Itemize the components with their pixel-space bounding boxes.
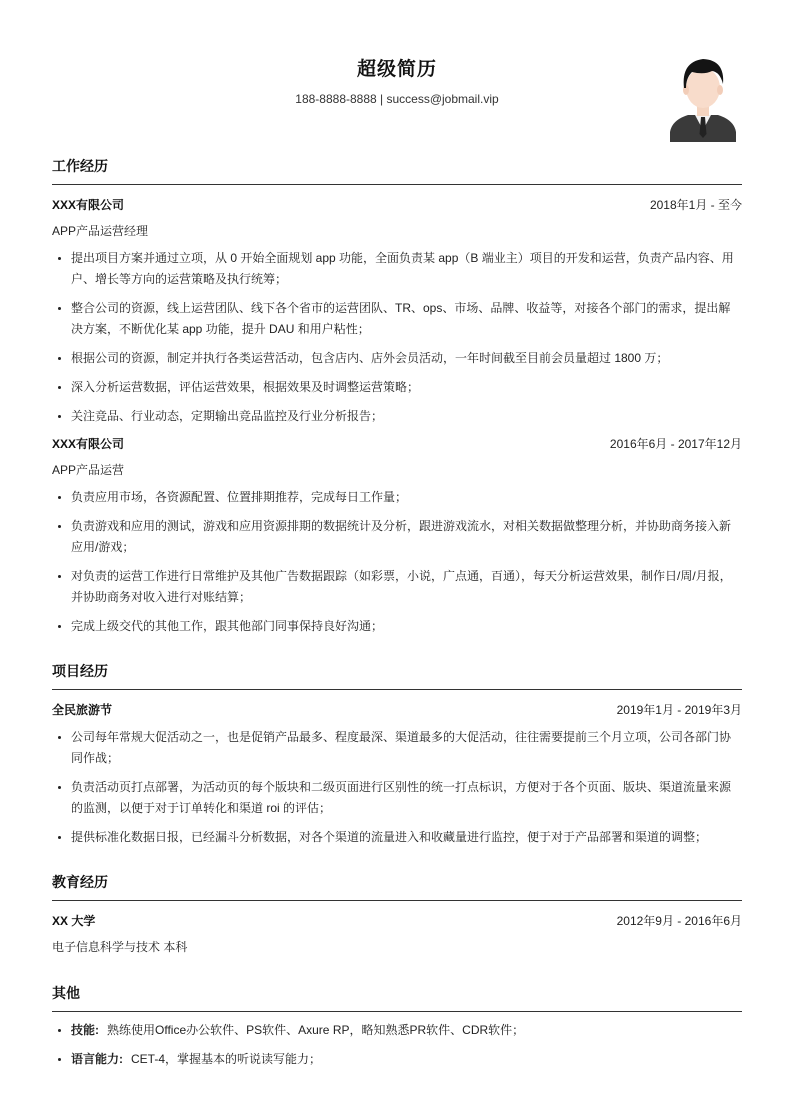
list-item: • 深入分析运营数据，评估运营效果，根据效果及时调整运营策略； <box>71 377 742 398</box>
skill-text: 熟练使用Office办公软件、PS软件、Axure RP，略知熟悉PR软件、CDR软件； <box>107 1023 525 1037</box>
date-range: 2019年1月 - 2019年3月 <box>616 703 742 717</box>
list-item: • 提出项目方案并通过立项，从 0 开始全面规划 app 功能，全面负责某 app（B 端业主）项目的开发和运营，负责产品内容、用户、增长等方向的运营策略及执行统筹； <box>71 248 742 290</box>
major-degree: 电子信息科学与技术 本科 <box>52 940 188 954</box>
company-name: XXX有限公司 <box>52 437 125 451</box>
list-item: • 整合公司的资源，线上运营团队、线下各个省市的运营团队、TR、ops、市场、品牌、收益等，对接各个部门的需求，提出解决方案，不断优化某 app 功能，提升 DAU 和用户粘性； <box>71 298 742 340</box>
project-section <box>52 661 742 848</box>
duty-list <box>52 727 742 848</box>
list-item: • 公司每年常规大促活动之一，也是促销产品最多、程度最深、渠道最多的大促活动，往往需要提前三个月立项，公司各部门协同作战； <box>71 727 742 769</box>
contact-info: 188-8888-8888 | success@jobmail.vip <box>295 92 499 106</box>
other-list <box>52 1020 742 1070</box>
company-name: XXX有限公司 <box>52 198 125 212</box>
list-item: • 对负责的运营工作进行日常维护及其他广告数据跟踪（如彩票，小说，广点通，百通），每天分析运营效果，制作日/周/月报，并协助商务对收入进行对账结算； <box>71 566 742 608</box>
skill-label: 技能: <box>71 1023 99 1037</box>
job-title: APP产品运营 <box>52 463 125 477</box>
list-item: • 提供标准化数据日报，已经漏斗分析数据，对各个渠道的流量进入和收藏量进行监控，便于对于产品部署和渠道的调整； <box>71 827 742 848</box>
project-entry <box>52 701 742 848</box>
candidate-name: 超级简历 <box>356 59 437 80</box>
job-title: APP产品运营经理 <box>52 224 149 238</box>
list-item: • 负责应用市场，各资源配置、位置排期推荐，完成每日工作量； <box>71 487 742 508</box>
work-entry <box>52 435 742 637</box>
list-item: • 关注竞品、行业动态，定期输出竞品监控及行业分析报告； <box>71 406 742 427</box>
list-item: • 负责游戏和应用的测试，游戏和应用资源排期的数据统计及分析，跟进游戏流水，对相关数据做整理分析，并协助商务接入新应用/游戏； <box>71 516 742 558</box>
duty-list <box>52 248 742 427</box>
other-section <box>52 983 742 1070</box>
list-item <box>71 1020 742 1041</box>
project-name: 全民旅游节 <box>52 703 113 717</box>
resume-header <box>52 0 742 110</box>
date-range: 2018年1月 - 至今 <box>649 198 742 212</box>
education-section-title: 教育经历 <box>52 872 742 901</box>
date-range: 2012年9月 - 2016年6月 <box>616 914 742 928</box>
list-item: • 完成上级交代的其他工作，跟其他部门同事保持良好沟通； <box>71 616 742 637</box>
education-section <box>52 872 742 955</box>
list-item <box>71 1049 742 1070</box>
list-item: • 负责活动页打点部署，为活动页的每个版块和二级页面进行区别性的统一打点标识，方便对于各个页面、版块、渠道流量来源的监测，以便于对于订单转化和渠道 roi 的评估； <box>71 777 742 819</box>
language-label: 语言能力: <box>71 1052 123 1066</box>
project-section-title: 项目经历 <box>52 661 742 690</box>
other-section-title: 其他 <box>52 983 742 1012</box>
duty-list <box>52 487 742 637</box>
work-section-title: 工作经历 <box>52 156 742 185</box>
language-text: CET-4，掌握基本的听说读写能力； <box>131 1052 322 1066</box>
date-range: 2016年6月 - 2017年12月 <box>609 437 742 451</box>
school-name: XX 大学 <box>52 914 96 928</box>
work-section <box>52 156 742 637</box>
avatar <box>668 54 738 142</box>
list-item: • 根据公司的资源，制定并执行各类运营活动，包含店内、店外会员活动，一年时间截至目前会员量超过 1800 万； <box>71 348 742 369</box>
work-entry <box>52 196 742 427</box>
